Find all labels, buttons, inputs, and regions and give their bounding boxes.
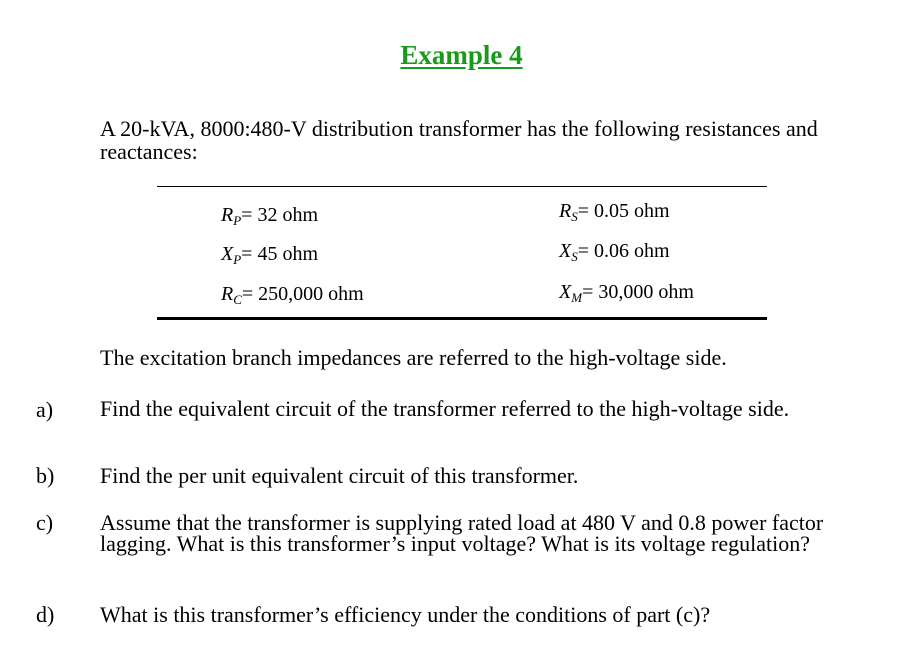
page-title: Example 4 [400,40,523,70]
param-value: = 32 ohm [241,204,319,226]
question-label-c: c) [36,510,54,535]
param-value: = 0.05 ohm [577,200,670,222]
problem-intro: A 20-kVA, 8000:480-V distribution transformer has the following resistances and reactances: [100,116,818,164]
question-text-d: What is this transformer’s efficiency under the conditions of part (c)? [100,602,711,627]
question-text-a: Find the equivalent circuit of the transformer referred to the high-voltage side. [100,396,790,421]
problem-statement: The excitation branch impedances are referred to the high-voltage side. [100,345,727,370]
param-symbol: X [221,243,234,265]
question-label-d: d) [36,602,55,627]
param-value: = 45 ohm [241,243,319,265]
param-symbol: R [221,204,234,226]
param-subscript: M [571,290,583,305]
question-label-a: a) [36,397,54,422]
param-value: = 250,000 ohm [241,283,364,305]
param-rs [559,200,670,223]
param-subscript: C [233,292,242,307]
question-text-b: Find the per unit equivalent circuit of this transformer. [100,463,579,488]
param-xp [221,243,318,266]
param-rc [221,283,364,306]
param-rp [221,204,318,227]
param-subscript: P [233,213,242,228]
param-subscript: S [571,209,578,224]
param-symbol: R [221,283,234,305]
param-xm [559,281,694,304]
question-label-b: b) [36,463,55,488]
param-symbol: X [559,281,572,303]
param-value: = 0.06 ohm [577,240,670,262]
param-symbol: R [559,200,572,222]
param-subscript: S [571,249,578,264]
param-value: = 30,000 ohm [582,281,694,303]
param-xs [559,240,670,263]
param-symbol: X [559,240,572,262]
param-subscript: P [233,252,242,267]
parameter-table [157,186,767,320]
question-text-c: Assume that the transformer is supplying rated load at 480 V and 0.8 power factor lagging. What is this transformer’s input voltage? What is its voltage regulation? [100,510,824,556]
